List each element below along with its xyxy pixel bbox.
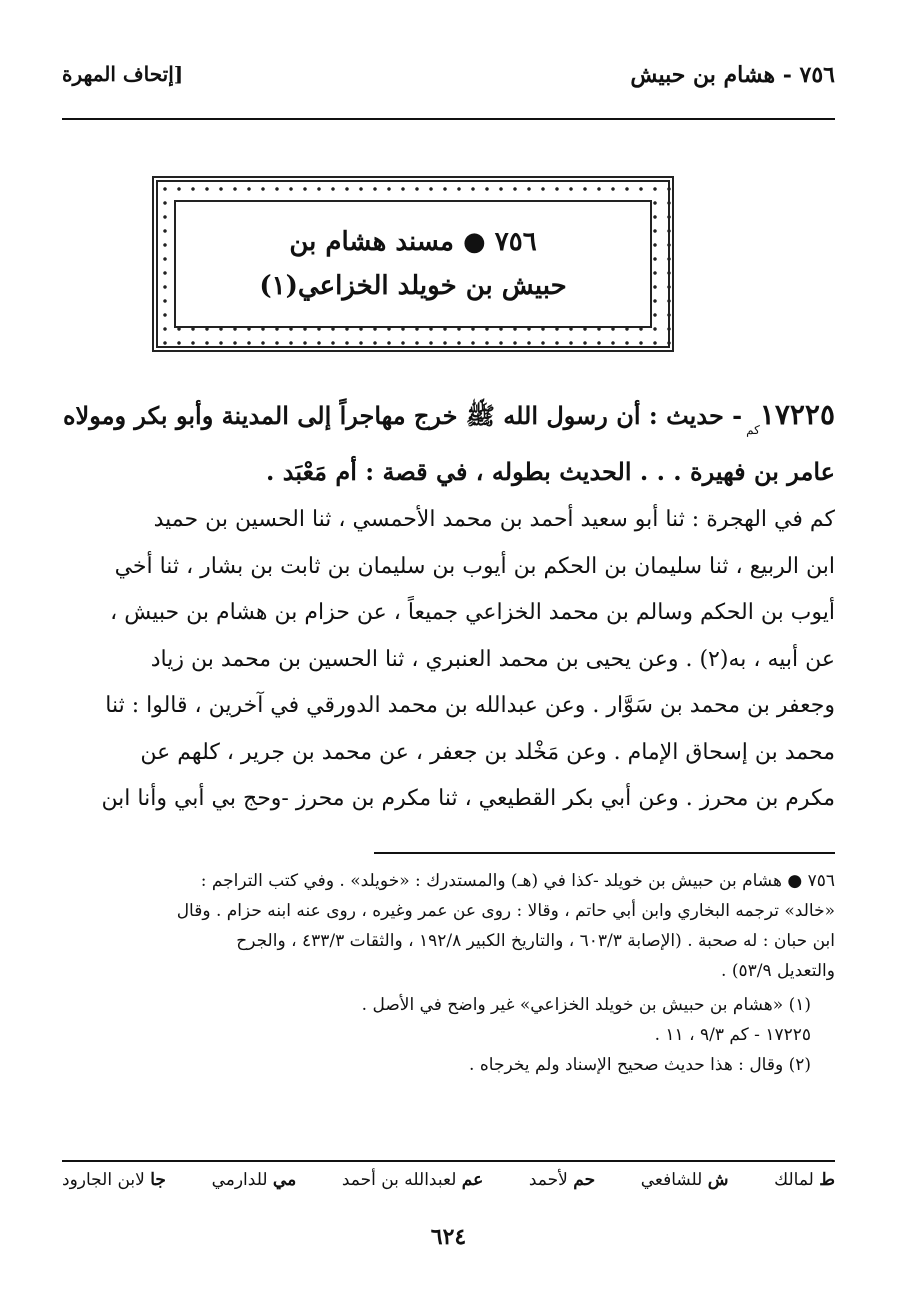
body-line: وجعفر بن محمد بن سَوَّار . وعن عبدالله بن محمد الدورقي في آخرين ، قالوا : ثنا: [105, 693, 835, 718]
footnotes: [62, 866, 835, 1080]
footnote-divider: [374, 852, 835, 854]
section-heading-line2: حبيش بن خويلد الخزاعي(١): [259, 271, 567, 301]
header-divider: [62, 118, 835, 120]
body-line: مكرم بن محرز . وعن أبي بكر القطيعي ، ثنا مكرم بن محرز -وحج بي أبي وأنا ابن: [101, 786, 835, 811]
footnote-reference: ١٧٢٢٥ - كم ٩/٣ ، ١١ .: [654, 1025, 811, 1045]
footnote-2: (٢) وقال : هذا حديث صحيح الإسناد ولم يخرجاه .: [469, 1055, 811, 1075]
hadith-line-2: عامر بن فهيرة . . . الحديث بطوله ، في قصة : أم مَعْبَد .: [266, 457, 835, 486]
siglum-item: ط لمالك: [774, 1170, 835, 1190]
siglum-item: مي للدارمي: [211, 1170, 297, 1190]
sigla-legend: [62, 1170, 835, 1190]
page-number: ٦٢٤: [430, 1224, 467, 1250]
footnote-1: (١) «هشام بن حبيش بن خويلد الخزاعي» غير واضح في الأصل .: [361, 995, 811, 1015]
hadith-number: ١٧٢٢٥: [759, 398, 835, 431]
body-line: كم في الهجرة : ثنا أبو سعيد أحمد بن محمد الأحمسي ، ثنا الحسين بن حميد: [153, 507, 835, 532]
footnote-main-line: ٧٥٦ ● هشام بن حبيش بن خويلد -كذا في (هـ) والمستدرك : «خويلد» . وفي كتب التراجم :: [200, 871, 835, 891]
hadith-text-1: - حديث : أن رسول الله ﷺ خرج مهاجراً إلى المدينة وأبو بكر ومولاه: [62, 401, 743, 430]
ornamental-heading-frame: [152, 176, 674, 352]
book-title: [إتحاف المهرة: [62, 62, 184, 86]
body-line: أيوب بن الحكم وسالم بن محمد الخزاعي جميعاً ، عن حزام بن هشام بن حبيش ،: [110, 600, 835, 625]
page-header: [62, 52, 835, 112]
body-line: محمد بن إسحاق الإمام . وعن مَخْلد بن جعفر ، عن محمد بن جرير ، كلهم عن: [140, 739, 835, 765]
hadith-entry: [62, 394, 835, 493]
siglum-item: حم لأحمد: [528, 1170, 596, 1190]
hadith-siglum: كم: [746, 423, 760, 437]
sigla-divider: [62, 1160, 835, 1162]
section-heading-line1: ٧٥٦ ● مسند هشام بن: [289, 227, 537, 257]
siglum-item: جا لابن الجارود: [62, 1170, 166, 1190]
running-title: ٧٥٦ - هشام بن حبيش: [630, 62, 835, 88]
body-line: عن أبيه ، به(٢) . وعن يحيى بن محمد العنبري ، ثنا الحسين بن محمد بن زياد: [150, 646, 835, 672]
heading-box: [174, 200, 652, 328]
footnote-main-line: «خالد» ترجمه البخاري وابن أبي حاتم ، وقالا : روى عن عمر وغيره ، روى عنه ابنه حزام . وقال: [176, 901, 835, 921]
footnote-main-line: ابن حبان : له صحبة . (الإصابة ٦٠٣/٣ ، والتاريخ الكبير ١٩٢/٨ ، والثقات ٤٣٣/٣ ، والجرح: [236, 931, 835, 951]
body-text: [62, 497, 835, 823]
body-line: ابن الربيع ، ثنا سليمان بن الحكم بن أيوب بن سليمان بن ثابت بن بشار ، ثنا أخي: [114, 553, 835, 579]
siglum-item: عم لعبدالله بن أحمد: [341, 1170, 484, 1190]
hadith-line-1: [62, 394, 835, 451]
footnote-main-line: والتعديل ٥٣/٩) .: [721, 961, 835, 981]
siglum-item: ش للشافعي: [640, 1170, 729, 1190]
